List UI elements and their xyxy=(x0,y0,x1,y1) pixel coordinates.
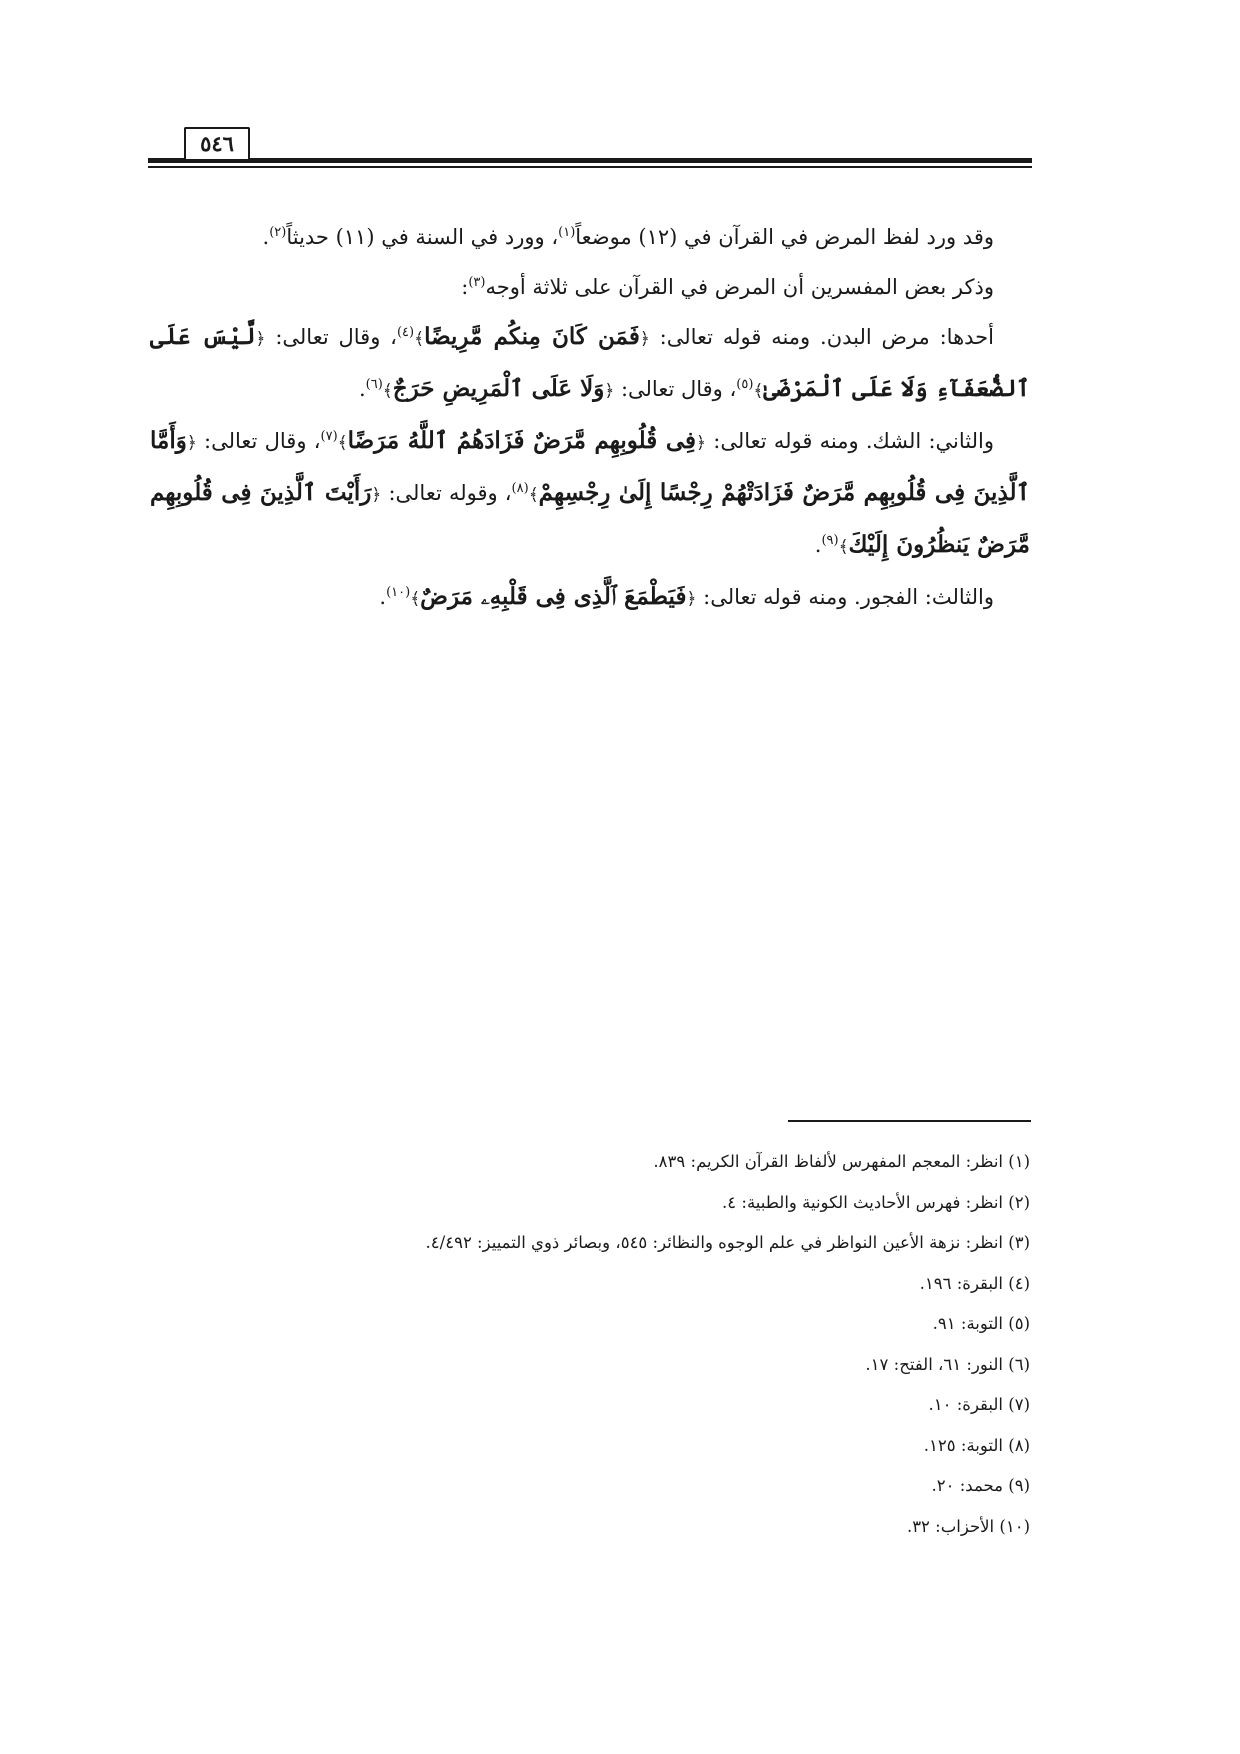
text-run: أحدها: مرض البدن. ومنه قوله تعالى: xyxy=(649,325,994,349)
text-run: ، وقال تعالى: xyxy=(265,325,397,349)
ayah-close-bracket: ﴾ xyxy=(414,329,425,349)
text-run: والثاني: الشك. ومنه قوله تعالى: xyxy=(706,429,994,453)
quran-verse: فَمَن كَانَ مِنكُم مَّرِيضًا xyxy=(424,323,640,350)
ayah-close-bracket: ﴾ xyxy=(410,589,421,609)
text-run: . xyxy=(814,533,822,557)
text-run: والثالث: الفجور. ومنه قوله تعالى: xyxy=(696,585,994,609)
footnote: (٩) محمد: ٢٠. xyxy=(931,1476,1030,1495)
footnote-separator xyxy=(788,1120,1031,1122)
ayah-close-bracket: ﴾ xyxy=(528,485,539,505)
footnote-ref-5[interactable]: (٥) xyxy=(736,377,754,392)
footnote: (٤) البقرة: ١٩٦. xyxy=(919,1273,1030,1293)
text-run: . xyxy=(358,377,366,401)
paragraph-4 xyxy=(150,416,1030,572)
footnote: (٥) التوبة: ٩١. xyxy=(932,1314,1030,1333)
text-run: ، وقال تعالى: xyxy=(614,377,737,401)
footnote-ref-7[interactable]: (٧) xyxy=(320,429,338,444)
ayah-open-bracket: ﴿ xyxy=(371,485,382,505)
paragraph-3 xyxy=(150,312,1030,416)
ayah-close-bracket: ﴾ xyxy=(337,433,348,453)
quran-verse: لَّيْسَ عَلَى ٱلضُّعَفَآءِ وَلَا عَلَى ٱلْمَرْضَىٰ xyxy=(150,323,1030,402)
quran-verse: فَيَطْمَعَ ٱلَّذِى فِى قَلْبِهِۦ مَرَضٌ xyxy=(420,583,687,610)
footnote-ref-2[interactable]: (٢) xyxy=(269,225,287,240)
footnote-ref-3[interactable]: (٣) xyxy=(468,275,486,290)
footnote: (٧) البقرة: ١٠. xyxy=(928,1395,1030,1414)
footnote-ref-9[interactable]: (٩) xyxy=(821,533,839,548)
quran-verse: رَأَيْتَ ٱلَّذِينَ فِى قُلُوبِهِم مَّرَضٌ يَنظُرُونَ إِلَيْكَ xyxy=(150,479,1030,558)
ayah-open-bracket: ﴿ xyxy=(639,329,650,349)
paragraph-2 xyxy=(150,262,1030,312)
ayah-open-bracket: ﴿ xyxy=(186,433,197,453)
ayah-close-bracket: ﴾ xyxy=(838,537,849,557)
ayah-open-bracket: ﴿ xyxy=(696,433,706,453)
text-run: وذكر بعض المفسرين أن المرض في القرآن على ثلاثة أوجه xyxy=(485,275,994,299)
footnote: (١) انظر: المعجم المفهرس لألفاظ القرآن الكريم: ٨٣٩. xyxy=(653,1152,1030,1171)
text-run: . xyxy=(262,225,270,249)
footnote-ref-1[interactable]: (١) xyxy=(558,225,576,240)
text-run: ، وقال تعالى: xyxy=(196,429,321,453)
text-run: . xyxy=(379,585,387,609)
header-rule-thin xyxy=(148,166,1032,168)
footnote-ref-10[interactable]: (١٠) xyxy=(386,585,411,600)
quran-verse: فِى قُلُوبِهِم مَّرَضٌ فَزَادَهُمُ ٱللَّهُ مَرَضًا xyxy=(347,427,697,454)
footnote-ref-4[interactable]: (٤) xyxy=(396,325,415,340)
ayah-open-bracket: ﴿ xyxy=(686,589,697,609)
footnotes xyxy=(150,1142,1030,1547)
page-header xyxy=(148,125,1032,175)
footnote-ref-6[interactable]: (٦) xyxy=(365,377,383,392)
text-run: وقد ورد لفظ المرض في القرآن في (١٢) موضعاً xyxy=(575,225,994,249)
page-number: ٥٤٦ xyxy=(184,127,250,159)
footnote: (٢) انظر: فهرس الأحاديث الكونية والطبية: ٤. xyxy=(722,1192,1030,1212)
ayah-close-bracket: ﴾ xyxy=(753,381,764,401)
ayah-open-bracket: ﴿ xyxy=(255,329,266,349)
quran-verse: وَلَا عَلَى ٱلْمَرِيضِ حَرَجٌ xyxy=(392,375,605,402)
quran-verse: وَأَمَّا ٱلَّذِينَ فِى قُلُوبِهِم مَّرَضٌ فَزَادَتْهُمْ رِجْسًا إِلَىٰ رِجْسِهِمْ xyxy=(150,427,1031,506)
header-rule-thick xyxy=(148,158,1032,163)
paragraph-5 xyxy=(150,572,1030,624)
text-run: : xyxy=(461,275,469,299)
footnote-ref-8[interactable]: (٨) xyxy=(511,481,529,496)
text-run: ، وقوله تعالى: xyxy=(381,481,512,505)
footnote: (١٠) الأحزاب: ٣٢. xyxy=(906,1516,1030,1536)
footnote: (٨) التوبة: ١٢٥. xyxy=(923,1435,1030,1455)
footnote: (٣) انظر: نزهة الأعين النواظر في علم الوجوه والنظائر: ٥٤٥، وبصائر ذوي التمييز: ٤/٤٩٢. xyxy=(425,1233,1030,1252)
ayah-close-bracket: ﴾ xyxy=(382,381,393,401)
text-run: ، وورد في السنة في (١١) حديثاً xyxy=(286,225,559,249)
footnote: (٦) النور: ٦١، الفتح: ١٧. xyxy=(865,1354,1030,1374)
ayah-open-bracket: ﴿ xyxy=(604,381,615,401)
body-text xyxy=(150,212,1030,624)
paragraph-1 xyxy=(150,212,1030,262)
